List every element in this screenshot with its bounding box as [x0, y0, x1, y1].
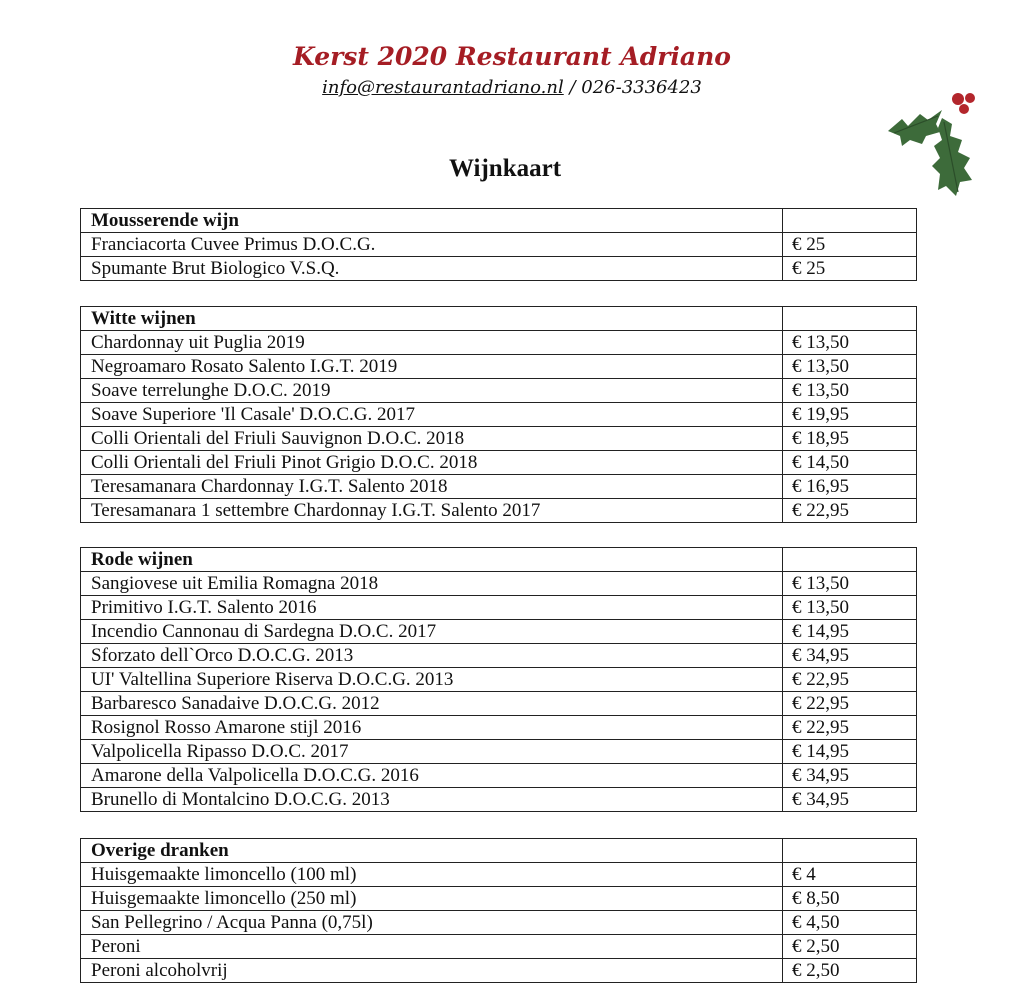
item-name: Teresamanara 1 settembre Chardonnay I.G.T. Salento 2017	[81, 499, 783, 523]
section-header-row	[81, 307, 917, 331]
section-red-wines	[80, 547, 917, 812]
menu-row	[81, 572, 917, 596]
menu-row	[81, 911, 917, 935]
section-title: Mousserende wijn	[81, 209, 783, 233]
price-header-cell	[783, 548, 917, 572]
menu-row	[81, 379, 917, 403]
item-name: Huisgemaakte limoncello (100 ml)	[81, 863, 783, 887]
section-title: Overige dranken	[81, 839, 783, 863]
section-other-drinks	[80, 838, 917, 983]
item-price: € 34,95	[783, 788, 917, 812]
menu-row	[81, 596, 917, 620]
item-price: € 22,95	[783, 499, 917, 523]
item-price: € 13,50	[783, 355, 917, 379]
item-name: San Pellegrino / Acqua Panna (0,75l)	[81, 911, 783, 935]
price-header-cell	[783, 209, 917, 233]
header	[0, 40, 1024, 102]
item-price: € 22,95	[783, 716, 917, 740]
menu-row	[81, 959, 917, 983]
item-name: Franciacorta Cuvee Primus D.O.C.G.	[81, 233, 783, 257]
phone-number: 026-3336423	[581, 77, 702, 98]
item-price: € 2,50	[783, 959, 917, 983]
item-name: Rosignol Rosso Amarone stijl 2016	[81, 716, 783, 740]
item-price: € 16,95	[783, 475, 917, 499]
menu-row	[81, 427, 917, 451]
menu-row	[81, 764, 917, 788]
section-header-row	[81, 209, 917, 233]
item-price: € 13,50	[783, 572, 917, 596]
item-price: € 34,95	[783, 764, 917, 788]
item-price: € 2,50	[783, 935, 917, 959]
item-name: Teresamanara Chardonnay I.G.T. Salento 2018	[81, 475, 783, 499]
item-name: Peroni alcoholvrij	[81, 959, 783, 983]
menu-row	[81, 620, 917, 644]
menu-row	[81, 863, 917, 887]
item-name: Incendio Cannonau di Sardegna D.O.C. 2017	[81, 620, 783, 644]
email-link[interactable]: info@restaurantadriano.nl	[322, 77, 564, 98]
price-header-cell	[783, 307, 917, 331]
item-name: Sforzato dell`Orco D.O.C.G. 2013	[81, 644, 783, 668]
item-name: Soave terrelunghe D.O.C. 2019	[81, 379, 783, 403]
menu-row	[81, 355, 917, 379]
item-name: Huisgemaakte limoncello (250 ml)	[81, 887, 783, 911]
price-header-cell	[783, 839, 917, 863]
section-header-row	[81, 839, 917, 863]
item-price: € 4	[783, 863, 917, 887]
item-name: Primitivo I.G.T. Salento 2016	[81, 596, 783, 620]
menu-row	[81, 499, 917, 523]
item-name: Soave Superiore 'Il Casale' D.O.C.G. 2017	[81, 403, 783, 427]
item-name: Spumante Brut Biologico V.S.Q.	[81, 257, 783, 281]
menu-row	[81, 788, 917, 812]
item-name: Barbaresco Sanadaive D.O.C.G. 2012	[81, 692, 783, 716]
menu-row	[81, 887, 917, 911]
item-name: Peroni	[81, 935, 783, 959]
menu-row	[81, 331, 917, 355]
item-name: Amarone della Valpolicella D.O.C.G. 2016	[81, 764, 783, 788]
menu-row	[81, 692, 917, 716]
item-price: € 14,95	[783, 740, 917, 764]
item-name: Chardonnay uit Puglia 2019	[81, 331, 783, 355]
menu-row	[81, 475, 917, 499]
item-price: € 14,50	[783, 451, 917, 475]
item-price: € 4,50	[783, 911, 917, 935]
item-name: Sangiovese uit Emilia Romagna 2018	[81, 572, 783, 596]
item-name: UI' Valtellina Superiore Riserva D.O.C.G. 2013	[81, 668, 783, 692]
section-sparkling	[80, 208, 917, 281]
item-price: € 25	[783, 257, 917, 281]
item-name: Colli Orientali del Friuli Sauvignon D.O.C. 2018	[81, 427, 783, 451]
page-title: Kerst 2020 Restaurant Adriano	[293, 42, 731, 71]
menu-row	[81, 233, 917, 257]
menu-row	[81, 644, 917, 668]
section-title: Rode wijnen	[81, 548, 783, 572]
menu-row	[81, 668, 917, 692]
item-price: € 13,50	[783, 331, 917, 355]
menu-row	[81, 257, 917, 281]
page-heading: Wijnkaart	[448, 155, 562, 182]
menu-row	[81, 740, 917, 764]
section-white-wines	[80, 306, 917, 523]
item-price: € 13,50	[783, 379, 917, 403]
item-price: € 25	[783, 233, 917, 257]
menu-row	[81, 935, 917, 959]
holly-icon	[880, 86, 990, 206]
item-price: € 8,50	[783, 887, 917, 911]
item-price: € 13,50	[783, 596, 917, 620]
menu-row	[81, 716, 917, 740]
item-price: € 18,95	[783, 427, 917, 451]
item-price: € 22,95	[783, 668, 917, 692]
section-title: Witte wijnen	[81, 307, 783, 331]
item-name: Valpolicella Ripasso D.O.C. 2017	[81, 740, 783, 764]
item-price: € 22,95	[783, 692, 917, 716]
item-name: Brunello di Montalcino D.O.C.G. 2013	[81, 788, 783, 812]
menu-row	[81, 451, 917, 475]
item-price: € 34,95	[783, 644, 917, 668]
menu-row	[81, 403, 917, 427]
item-name: Colli Orientali del Friuli Pinot Grigio D.O.C. 2018	[81, 451, 783, 475]
contact-separator: /	[563, 77, 582, 98]
section-header-row	[81, 548, 917, 572]
contact-line	[0, 74, 1024, 102]
item-price: € 19,95	[783, 403, 917, 427]
item-price: € 14,95	[783, 620, 917, 644]
item-name: Negroamaro Rosato Salento I.G.T. 2019	[81, 355, 783, 379]
